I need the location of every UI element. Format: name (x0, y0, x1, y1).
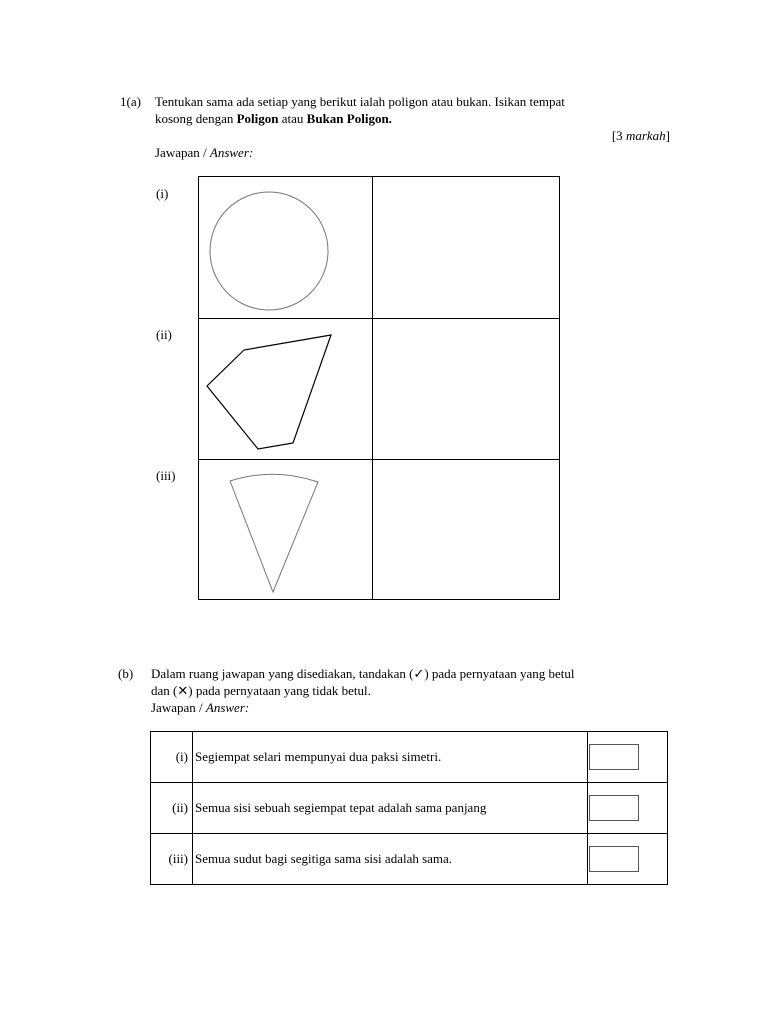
option-poligon: Poligon (236, 111, 279, 126)
pentagon-icon (207, 335, 331, 449)
answer-cell (588, 732, 668, 783)
item-label-i: (i) (156, 186, 169, 201)
answer-checkbox-ii[interactable] (589, 795, 639, 821)
answer-cell-ii[interactable] (373, 319, 559, 459)
question-b-letter: (b) (118, 666, 134, 681)
answer-label-a: Jawapan / Answer: (155, 145, 254, 160)
question-number: 1(a) (120, 94, 141, 109)
polygon-answer-grid (198, 176, 560, 600)
statement-number: (ii) (151, 783, 193, 834)
circle-icon (210, 192, 328, 310)
statement-number: (i) (151, 732, 193, 783)
question-b-instruction-line1: Dalam ruang jawapan yang disediakan, tandakan (✓) pada pernyataan yang betul (151, 666, 575, 681)
shapes-column (199, 177, 372, 599)
question-a-instruction-line1: Tentukan sama ada setiap yang berikut ialah poligon atau bukan. Isikan tempat (155, 94, 565, 109)
question-a-instruction-line2 (155, 111, 392, 127)
table-row (151, 783, 668, 834)
item-label-iii: (iii) (156, 468, 176, 483)
item-label-ii: (ii) (156, 327, 172, 342)
table-row (151, 834, 668, 885)
question-b-instruction-line2: dan (✕) pada pernyataan yang tidak betul. (151, 683, 371, 698)
answer-checkbox-i[interactable] (589, 744, 639, 770)
answer-cell-iii[interactable] (373, 460, 559, 599)
statement-text: Semua sudut bagi segitiga sama sisi adalah sama. (193, 834, 588, 885)
instruction-text: kosong dengan (155, 111, 237, 126)
marks-label: [3 markah] (611, 128, 670, 143)
instruction-text: atau (278, 111, 307, 126)
table-row (151, 732, 668, 783)
answer-cell (588, 834, 668, 885)
answer-label-b: Jawapan / Answer: (151, 700, 250, 715)
answer-cell-i[interactable] (373, 177, 559, 318)
answer-cell (588, 783, 668, 834)
option-bukan-poligon: Bukan Poligon. (306, 111, 392, 126)
statement-text: Semua sisi sebuah segiempat tepat adalah sama panjang (193, 783, 588, 834)
answer-checkbox-iii[interactable] (589, 846, 639, 872)
sector-icon (230, 474, 318, 592)
statement-number: (iii) (151, 834, 193, 885)
statement-table (150, 731, 668, 885)
statement-text: Segiempat selari mempunyai dua paksi simetri. (193, 732, 588, 783)
